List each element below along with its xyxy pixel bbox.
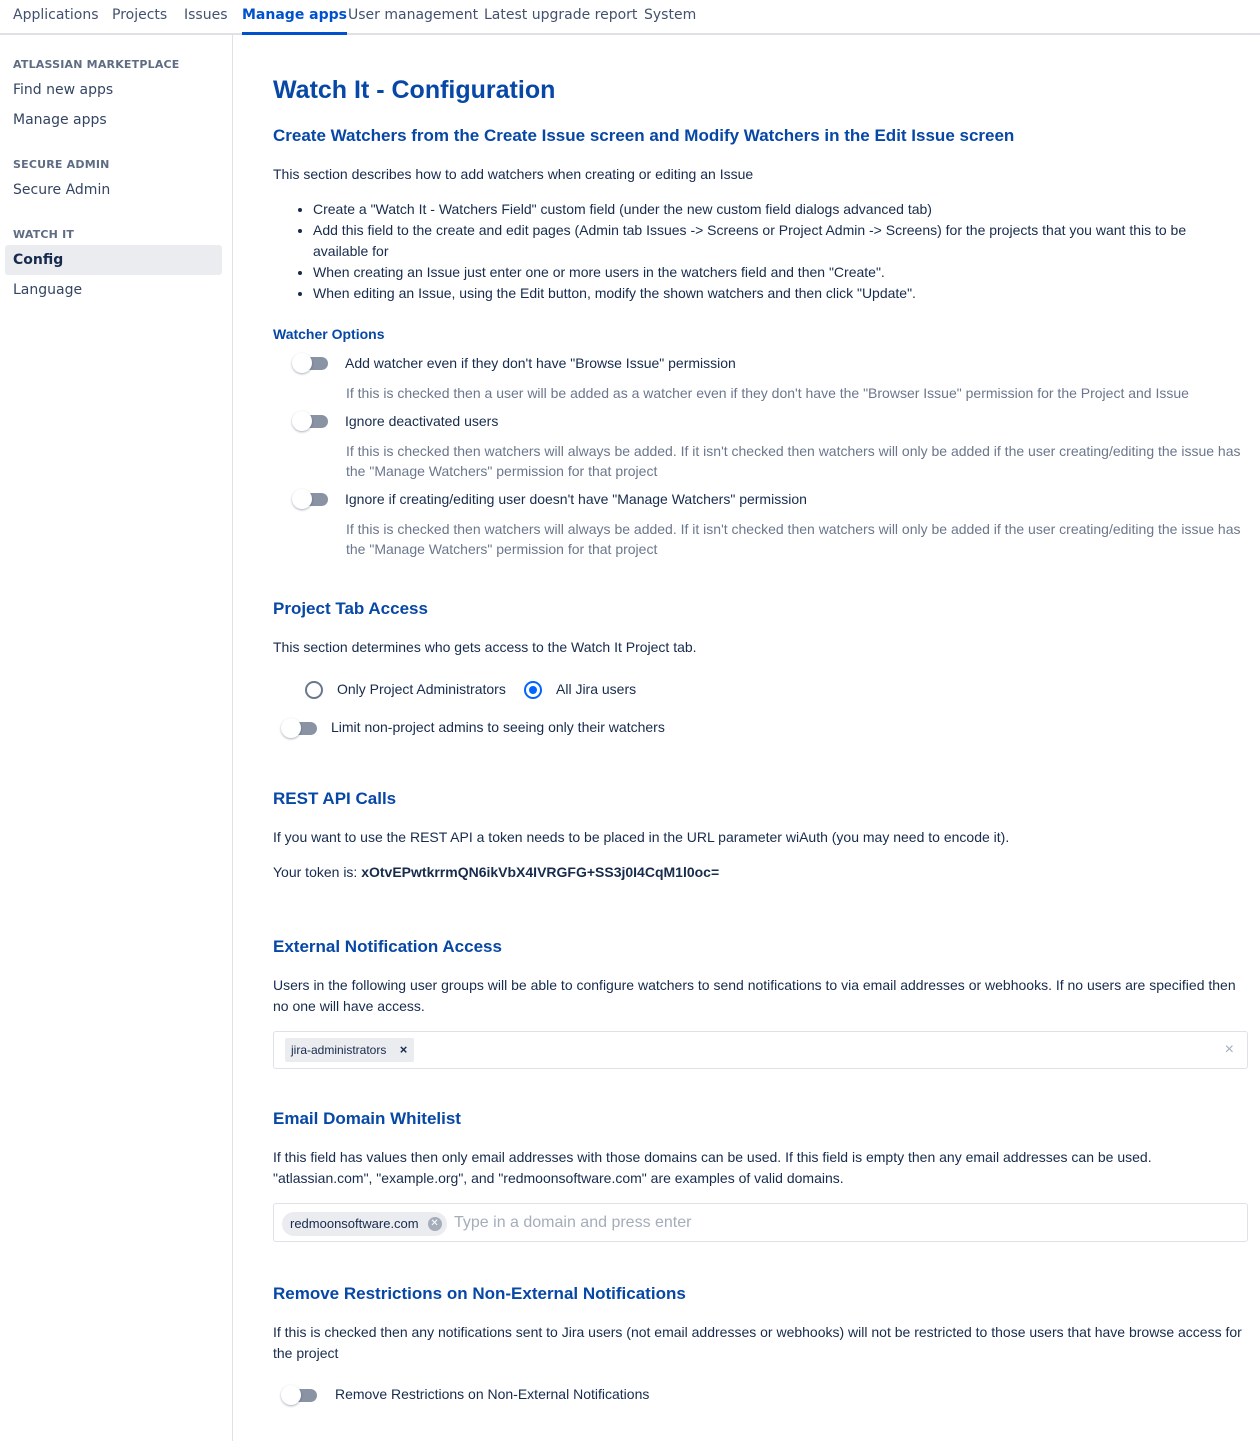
create-watchers-intro: This section describes how to add watchers when creating or editing an Issue xyxy=(273,166,754,182)
toggle-limit-non-project-admins[interactable] xyxy=(281,717,319,739)
radio-label-only-project-administrators: Only Project Administrators xyxy=(337,681,506,697)
tab-manage-apps[interactable]: Manage apps xyxy=(242,7,348,23)
project-tab-access-description: This section determines who gets access to the Watch It Project tab. xyxy=(273,639,697,655)
radio-all-jira-users[interactable] xyxy=(524,681,542,699)
tab-issues[interactable]: Issues xyxy=(184,7,228,23)
group-chip-label: jira-administrators xyxy=(291,1043,387,1057)
project-tab-access-heading: Project Tab Access xyxy=(273,599,428,618)
remove-restrictions-heading: Remove Restrictions on Non-External Notifications xyxy=(273,1284,686,1303)
clear-groups-icon[interactable]: × xyxy=(1224,1041,1234,1058)
user-groups-select[interactable] xyxy=(273,1031,1248,1069)
sidebar-heading-secure-admin: SECURE ADMIN xyxy=(13,158,110,171)
token-prefix: Your token is: xyxy=(273,864,362,880)
instruction-item: • When creating an Issue just enter one or more users in the watchers field and then "Create". xyxy=(313,262,1233,283)
instruction-item: • Add this field to the create and edit pages (Admin tab Issues -> Screens or Project Admin -> Screens) for the projects that you want this to be available for xyxy=(313,220,1233,262)
instruction-item: • Create a "Watch It - Watchers Field" custom field (under the new custom field dialogs advanced tab) xyxy=(313,199,1233,220)
radio-only-project-administrators[interactable] xyxy=(305,681,323,699)
create-watchers-instructions xyxy=(273,199,1233,304)
sidebar xyxy=(0,35,233,1441)
create-watchers-heading: Create Watchers from the Create Issue screen and Modify Watchers in the Edit Issue screen xyxy=(273,126,1015,145)
sidebar-item-find-new-apps[interactable]: Find new apps xyxy=(13,82,114,98)
sidebar-item-manage-apps[interactable]: Manage apps xyxy=(13,112,107,128)
option-label-ignore-deactivated-users: Ignore deactivated users xyxy=(345,413,499,429)
domain-chip-label: redmoonsoftware.com xyxy=(290,1216,419,1231)
sidebar-item-config[interactable]: Config xyxy=(5,245,222,275)
tab-latest-upgrade-report[interactable]: Latest upgrade report xyxy=(484,7,638,23)
toggle-remove-restrictions[interactable] xyxy=(281,1384,319,1406)
sidebar-item-secure-admin[interactable]: Secure Admin xyxy=(13,182,111,198)
external-notification-heading: External Notification Access xyxy=(273,937,502,956)
domain-chip xyxy=(282,1212,447,1236)
option-description-ignore-without-manage-watchers: If this is checked then watchers will always be added. If it isn't checked then watchers will only be added if the user creating/editing the issue has the "Manage Watchers" permission for that project xyxy=(346,521,1241,557)
admin-top-nav xyxy=(0,0,1260,35)
option-label-ignore-without-manage-watchers: Ignore if creating/editing user doesn't have "Manage Watchers" permission xyxy=(345,491,807,507)
tab-system[interactable]: System xyxy=(644,7,697,23)
toggle-add-watcher-without-browse[interactable] xyxy=(292,352,330,374)
tab-user-management[interactable]: User management xyxy=(348,7,479,23)
remove-restrictions-description: If this is checked then any notifications sent to Jira users (not email addresses or webhooks) will not be restricted to those users that have browse access for the project xyxy=(273,1324,1242,1361)
remove-group-icon[interactable]: × xyxy=(399,1042,408,1057)
tab-projects[interactable]: Projects xyxy=(112,7,168,23)
domain-whitelist-field[interactable] xyxy=(273,1203,1248,1242)
toggle-ignore-deactivated-users[interactable] xyxy=(292,410,330,432)
option-label-add-watcher-without-browse: Add watcher even if they don't have "Browse Issue" permission xyxy=(345,355,736,371)
radio-label-all-jira-users: All Jira users xyxy=(556,681,637,697)
group-chip xyxy=(285,1038,414,1062)
rest-api-description: If you want to use the REST API a token needs to be placed in the URL parameter wiAuth (you may need to encode it). xyxy=(273,829,1010,845)
sidebar-item-language[interactable]: Language xyxy=(13,282,83,298)
remove-domain-icon[interactable]: ✕ xyxy=(428,1217,442,1231)
rest-api-heading: REST API Calls xyxy=(273,789,397,808)
sidebar-heading-watch-it: WATCH IT xyxy=(13,228,75,241)
domain-input[interactable] xyxy=(452,1208,1232,1238)
toggle-ignore-without-manage-watchers[interactable] xyxy=(292,488,330,510)
watcher-options-heading: Watcher Options xyxy=(273,326,385,342)
instruction-item: • When editing an Issue, using the Edit button, modify the shown watchers and then click "Update". xyxy=(313,283,1233,304)
external-notification-description: Users in the following user groups will be able to configure watchers to send notifications to via email addresses or webhooks. If no users are specified then no one will have access. xyxy=(273,977,1236,1014)
page-title: Watch It - Configuration xyxy=(273,76,556,104)
option-description-ignore-deactivated-users: If this is checked then watchers will always be added. If it isn't checked then watchers will only be added if the user creating/editing the issue has the "Manage Watchers" permission for that project xyxy=(346,443,1241,479)
option-description-add-watcher-without-browse: If this is checked then a user will be added as a watcher even if they don't have the "Browser Issue" permission for the Project and Issue xyxy=(346,385,1189,401)
sidebar-heading-atlassian-marketplace: ATLASSIAN MARKETPLACE xyxy=(13,58,180,71)
email-whitelist-description: If this field has values then only email addresses with those domains can be used. If this field is empty then any email addresses can be used. "atlassian.com", "example.org", and "redmoonsoftware.com" are examples of valid domains. xyxy=(273,1149,1152,1186)
option-label-remove-restrictions: Remove Restrictions on Non-External Notifications xyxy=(335,1386,650,1402)
rest-api-token-line xyxy=(273,862,1243,883)
api-token-value: xOtvEPwtkrrmQN6ikVbX4IVRGFG+SS3j0I4CqM1l0oc= xyxy=(361,864,720,880)
tab-applications[interactable]: Applications xyxy=(13,7,99,23)
email-whitelist-heading: Email Domain Whitelist xyxy=(273,1109,461,1128)
option-label-limit-non-project-admins: Limit non-project admins to seeing only their watchers xyxy=(331,719,665,735)
